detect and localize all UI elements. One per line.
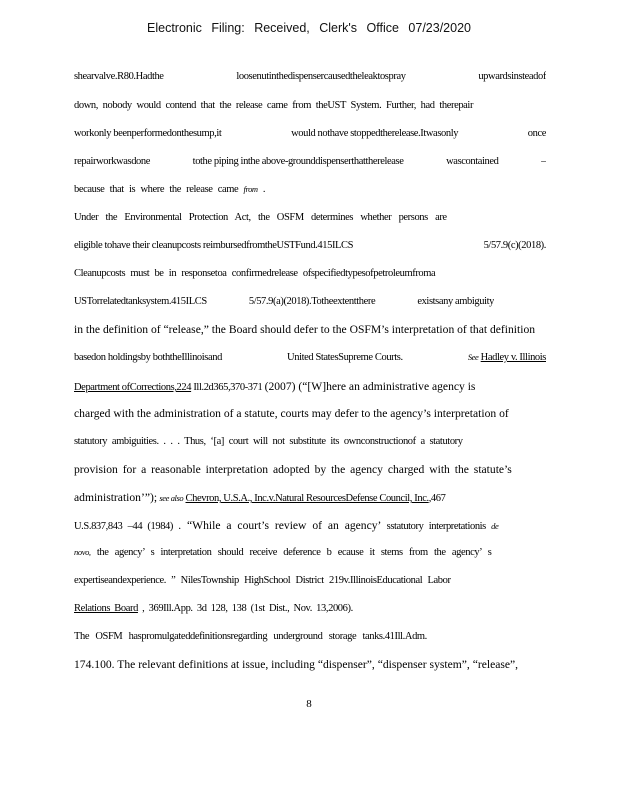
text-line: charged with the administration of a statute, courts may defer to the agency’s interpretation of xyxy=(74,407,509,420)
text-segment: tothe piping inthe above-grounddispenserthattherelease xyxy=(192,156,404,167)
text-line: in the definition of “release,” the Board should defer to the OSFM’s interpretation of that definition xyxy=(74,323,536,336)
text-segment: USTorrelatedtanksystem.415ILCS xyxy=(74,296,207,307)
case-citation: Chevron, U.S.A., Inc.v.Natural ResourcesDefense Council, Inc. xyxy=(185,493,429,504)
text-line xyxy=(74,128,546,139)
text-line: The OSFM haspromulgateddefinitionsregarding underground storage tanks.41Ill.Adm. xyxy=(74,631,427,642)
text-line: administration’”); see also Chevron, U.S.A., Inc.v.Natural ResourcesDefense Council, Inc.,467 xyxy=(74,491,446,504)
italic-word: de xyxy=(491,521,499,531)
text-segment: once xyxy=(527,128,546,139)
text-segment: loosenutinthedispensercausedtheleaktospray xyxy=(236,71,406,82)
text-segment: would nothave stoppedtherelease.Itwasonly xyxy=(291,128,459,139)
text-line: U.S.837,843 –44 (1984) . “While a court’s review of an agency’ sstatutory interpretationis de xyxy=(74,519,499,532)
text-segment: shearvalve.R80.Hadthe xyxy=(74,71,164,82)
italic-word: novo, xyxy=(74,547,91,557)
text-line: Cleanupcosts must be in responsetoa confirmedrelease ofspecifiedtypesofpetroleumfroma xyxy=(74,268,436,279)
text-segment: repairworkwasdone xyxy=(74,156,151,167)
text-line: Department ofCorrections,224 Ill.2d365,370-371 (2007) (“[W]here an administrative agency is xyxy=(74,380,476,393)
text-segment xyxy=(468,352,546,363)
text-line xyxy=(74,296,494,307)
text-segment: eligible tohave their cleanupcosts reimbursedfromtheUSTFund.415ILCS xyxy=(74,240,354,251)
italic-word: See xyxy=(467,352,479,362)
case-citation: Hadley v. Illinois xyxy=(480,352,546,363)
text-line xyxy=(74,240,546,251)
text-segment: existsany ambiguity xyxy=(417,296,494,307)
text-segment: workonly beenperformedonthesump,it xyxy=(74,128,222,139)
case-citation: Department ofCorrections,224 xyxy=(74,382,192,393)
text-line xyxy=(74,156,546,167)
page-number: 8 xyxy=(306,698,312,710)
text-segment: upwardsinsteadof xyxy=(478,71,546,82)
text-line: down, nobody would contend that the release came from theUST System. Further, had therepair xyxy=(74,100,474,111)
electronic-filing-header: Electronic Filing: Received, Clerk's Office 07/23/2020 xyxy=(147,21,471,35)
italic-word: see also xyxy=(159,493,184,503)
text-segment: basedon holdingsby boththeIllinoisand xyxy=(74,352,222,363)
text-segment: 5/57.9(c)(2018). xyxy=(483,240,546,251)
italic-word: from xyxy=(243,184,258,194)
text-segment: 5/57.9(a)(2018).Totheextentthere xyxy=(248,296,376,307)
text-line: Relations Board , 369Ill.App. 3d 128, 138 (1st Dist., Nov. 13,2006). xyxy=(74,603,353,614)
text-line: expertiseandexperience. ” NilesTownship HighSchool District 219v.IllinoisEducational Labor xyxy=(74,575,451,586)
text-segment: wascontained xyxy=(446,156,499,167)
text-line: novo, the agency’ s interpretation should receive deference b ecause it stems from the agency’ s xyxy=(74,547,492,558)
text-line: because that is where the release came from . xyxy=(74,184,266,195)
text-line xyxy=(74,71,546,82)
text-line xyxy=(74,352,546,363)
text-line: 174.100. The relevant definitions at issue, including “dispenser”, “dispenser system”, “release”, xyxy=(74,658,519,671)
text-line: statutory ambiguities. . . . Thus, ‘[a] court will not substitute its ownconstructionof a statutory xyxy=(74,436,463,447)
text-line: provision for a reasonable interpretation adopted by the agency charged with the statute’s xyxy=(74,463,512,476)
text-segment: United StatesSupreme Courts. xyxy=(287,352,403,363)
text-segment: – xyxy=(541,156,546,167)
case-citation: Relations Board xyxy=(74,603,138,614)
text-line: Under the Environmental Protection Act, the OSFM determines whether persons are xyxy=(74,212,447,223)
